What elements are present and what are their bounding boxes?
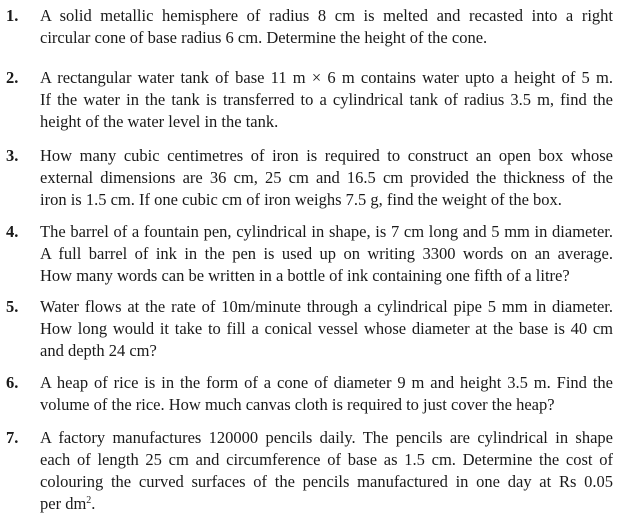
question-line: Water flows at the rate of 10m/minute through a cylindrical pipe 5 mm in diameter. bbox=[40, 297, 613, 316]
question-line: A full barrel of ink in the pen is used up on writing 3300 words on an average. bbox=[40, 244, 613, 263]
question-text bbox=[40, 372, 613, 416]
question-line: external dimensions are 36 cm, 25 cm and 16.5 cm provided the thickness of the bbox=[40, 168, 613, 187]
question-line: volume of the rice. How much canvas cloth is required to just cover the heap? bbox=[40, 395, 555, 414]
question-number: 5. bbox=[6, 297, 19, 316]
question-line: iron is 1.5 cm. If one cubic cm of iron weighs 7.5 g, find the weight of the box. bbox=[40, 190, 562, 209]
question-line: How many cubic centimetres of iron is required to construct an open box whose bbox=[40, 146, 613, 165]
question-final-line bbox=[40, 493, 613, 515]
final-line-suffix: . bbox=[91, 494, 96, 513]
question-line: and depth 24 cm? bbox=[40, 341, 157, 360]
question-text bbox=[40, 5, 613, 49]
question-text bbox=[40, 296, 613, 362]
question-text bbox=[40, 67, 613, 133]
question-text bbox=[40, 427, 613, 515]
question-line: A rectangular water tank of base 11 m × 6 m contains water upto a height of 5 m. bbox=[40, 68, 613, 87]
question-line: height of the water level in the tank. bbox=[40, 112, 279, 131]
question-line: A solid metallic hemisphere of radius 8 cm is melted and recasted into a right bbox=[40, 6, 613, 25]
question-line: A heap of rice is in the form of a cone of diameter 9 m and height 3.5 m. Find the bbox=[40, 373, 613, 392]
question-line: A factory manufactures 120000 pencils daily. The pencils are cylindrical in shape bbox=[40, 428, 613, 447]
question-number: 1. bbox=[6, 6, 19, 25]
question-line: colouring the curved surfaces of the pencils manufactured in one day at Rs 0.05 bbox=[40, 472, 613, 491]
question-line: If the water in the tank is transferred to a cylindrical tank of radius 3.5 m, find the bbox=[40, 90, 613, 109]
question-number: 7. bbox=[6, 428, 19, 447]
question-number: 3. bbox=[6, 146, 19, 165]
question-text bbox=[40, 145, 613, 211]
question-text bbox=[40, 221, 613, 287]
final-line-text: per dm bbox=[40, 494, 87, 513]
question-line: How long would it take to fill a conical vessel whose diameter at the base is 40 cm bbox=[40, 319, 613, 338]
question-number: 6. bbox=[6, 373, 19, 392]
question-number: 2. bbox=[6, 68, 19, 87]
unit-exponent: 2 bbox=[86, 495, 92, 506]
question-number: 4. bbox=[6, 222, 19, 241]
question-line: How many words can be written in a bottle of ink containing one fifth of a litre? bbox=[40, 266, 570, 285]
question-line: The barrel of a fountain pen, cylindrical in shape, is 7 cm long and 5 mm in diameter. bbox=[40, 222, 613, 241]
question-line: circular cone of base radius 6 cm. Determine the height of the cone. bbox=[40, 28, 488, 47]
question-line: each of length 25 cm and circumference of base as 1.5 cm. Determine the cost of bbox=[40, 450, 613, 469]
